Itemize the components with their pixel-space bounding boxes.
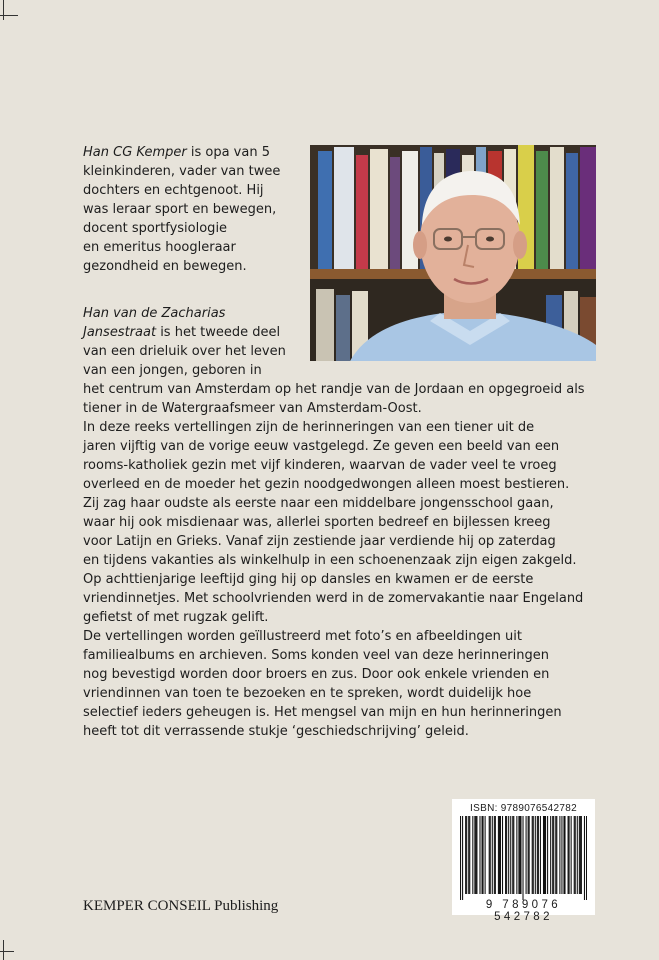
barcode-bar [579, 816, 580, 894]
book-line: overleed en de moeder het gezin noodgedwongen alleen moest bestieren. [83, 477, 570, 492]
barcode-bar [500, 816, 501, 894]
barcode-bar [528, 816, 529, 894]
author-name: Han CG Kemper [83, 145, 187, 160]
book-line: nog bevestigd worden door broers en zus. Door ook enkele vrienden en [83, 667, 550, 682]
barcode-bar [577, 816, 578, 894]
barcode-bar [474, 816, 475, 894]
isbn-barcode [452, 799, 595, 923]
barcode-bar [537, 816, 538, 894]
barcode-bar [569, 816, 570, 894]
bio-line-1 [83, 144, 270, 162]
barcode-bar [556, 816, 557, 894]
barcode-bar [563, 816, 564, 894]
barcode-bar [499, 816, 500, 894]
barcode-bar [512, 816, 513, 894]
barcode-bar [502, 816, 503, 894]
book-line: rooms-katholiek gezin met vijf kinderen, waarvan de vader veel te vroeg [83, 458, 557, 473]
crop-mark-top-vertical [3, 0, 4, 20]
book-line: van een jongen, geboren in [83, 363, 262, 378]
book-line: selectief ieders geheugen is. Het mengsel van mijn en hun herinneringen [83, 705, 562, 720]
book-title-line-2 [83, 324, 280, 342]
barcode-bar [533, 816, 534, 894]
book-line: het centrum van Amsterdam op het randje van de Jordaan en opgegroeid als [83, 382, 585, 397]
barcode-bar [538, 816, 539, 894]
book-line: en tijdens vakanties als winkelhulp in een schoenenzaak zijn eigen zakgeld. [83, 553, 577, 568]
barcode-bar [564, 816, 565, 894]
barcode-bar [516, 816, 517, 894]
barcode-bar [550, 816, 551, 894]
crop-mark-bottom-vertical [3, 940, 4, 960]
barcode-bar [462, 816, 463, 900]
book-line: van een drieluik over het leven [83, 344, 286, 359]
barcode-bar [472, 816, 473, 894]
barcode-bar [519, 816, 520, 894]
barcode-bar [522, 816, 523, 900]
bio-line: kleinkinderen, vader van twee [83, 164, 281, 179]
barcode-bar [466, 816, 467, 894]
barcode-bar [540, 816, 541, 894]
bio-line-1-rest: is opa van 5 [186, 145, 270, 160]
book-line: De vertellingen worden geïllustreerd met foto’s en afbeeldingen uit [83, 629, 522, 644]
barcode-bar [505, 816, 506, 894]
barcode-bar [544, 816, 545, 894]
barcode-bar [475, 816, 476, 894]
barcode-bar [552, 816, 553, 894]
barcode-bar [580, 816, 581, 894]
book-line: In deze reeks vertellingen zijn de herinneringen van een tiener uit de [83, 420, 535, 435]
barcode-bar [520, 816, 521, 894]
barcode-bar [526, 816, 527, 894]
bio-line: gezondheid en bewegen. [83, 259, 247, 274]
barcode-bar [543, 816, 544, 894]
book-line: vriendinnen van toen te bezoeken en te spreken, wordt duidelijk hoe [83, 686, 532, 701]
bio-line: dochters en echtgenoot. Hij [83, 183, 264, 198]
barcode-bar [490, 816, 491, 894]
bio-line: en emeritus hoogleraar [83, 240, 236, 255]
book-line: gefietst of met rugzak gelift. [83, 610, 269, 625]
barcode-bar [586, 816, 587, 900]
book-line: waar hij ook misdienaar was, allerlei sporten bedreef en bijlessen kreeg [83, 515, 551, 530]
publisher-suffix: Publishing [210, 898, 279, 914]
barcode-bar [532, 816, 533, 894]
bio-line: docent sportfysiologie [83, 221, 228, 236]
barcode-bar [494, 816, 495, 894]
barcode-bar [492, 816, 493, 894]
barcode-bar [479, 816, 480, 894]
barcode-bar [510, 816, 511, 894]
barcode-bar [468, 816, 469, 894]
barcode-bar [571, 816, 572, 894]
barcode-bar [469, 816, 470, 894]
barcode-bar [574, 816, 575, 894]
barcode-bar [495, 816, 496, 894]
barcode-bar [529, 816, 530, 894]
barcode-bar [460, 816, 461, 900]
barcode-bar [547, 816, 548, 894]
bio-line: was leraar sport en bewegen, [83, 202, 277, 217]
barcode-bar [476, 816, 477, 894]
barcode-bar [553, 816, 554, 894]
book-title-line-1: Han van de Zacharias [83, 306, 226, 321]
book-line: tiener in de Watergraafsmeer van Amsterdam-Oost. [83, 401, 422, 416]
barcode-bar [559, 816, 560, 894]
crop-mark-bottom-horizontal [0, 951, 14, 952]
barcode-bar [485, 816, 486, 894]
barcode-bar [568, 816, 569, 894]
barcode-digits: 9 789076 542782 [485, 899, 562, 923]
book-line-rest: is het tweede deel [156, 325, 281, 340]
barcode-bars [460, 816, 587, 900]
barcode-bar [489, 816, 490, 894]
barcode-bar [482, 816, 483, 894]
barcode-bar [498, 816, 499, 894]
barcode-bar [575, 816, 576, 894]
book-line: Op achttienjarige leeftijd ging hij op dansles en kwamen er de eerste [83, 572, 534, 587]
barcode-bar [581, 816, 582, 894]
barcode-bar [584, 816, 585, 900]
book-line: vriendinnetjes. Met schoolvrienden werd in de zomervakantie naar Engeland [83, 591, 584, 606]
book-line: Zij zag haar oudste als eerste naar een middelbare jongensschool gaan, [83, 496, 554, 511]
book-line: heeft tot dit verrassende stukje ‘geschiedschrijving’ geleid. [83, 724, 469, 739]
book-line: jaren vijftig van de vorige eeuw vastgelegd. Ze geven een beeld van een [83, 439, 560, 454]
barcode-bar [506, 816, 507, 894]
publisher-imprint [83, 897, 278, 915]
publisher-name: KEMPER CONSEIL [83, 898, 211, 914]
barcode-bar [555, 816, 556, 894]
barcode-bar [483, 816, 484, 894]
book-line: familiealbums en archieven. Soms konden veel van deze herinneringen [83, 648, 549, 663]
crop-mark-top-horizontal [0, 15, 18, 16]
isbn-label: ISBN: 9789076542782 [470, 803, 577, 814]
barcode-bar [535, 816, 536, 894]
barcode-bar [518, 816, 519, 894]
book-line: voor Latijn en Grieks. Vanaf zijn zestiende jaar verdiende hij op zaterdag [83, 534, 556, 549]
barcode-bar [513, 816, 514, 894]
book-title-part: Jansestraat [83, 325, 157, 340]
barcode-bar [465, 816, 466, 894]
barcode-bar [561, 816, 562, 894]
barcode-bar [545, 816, 546, 894]
barcode-bar [508, 816, 509, 894]
author-photo [310, 145, 596, 361]
